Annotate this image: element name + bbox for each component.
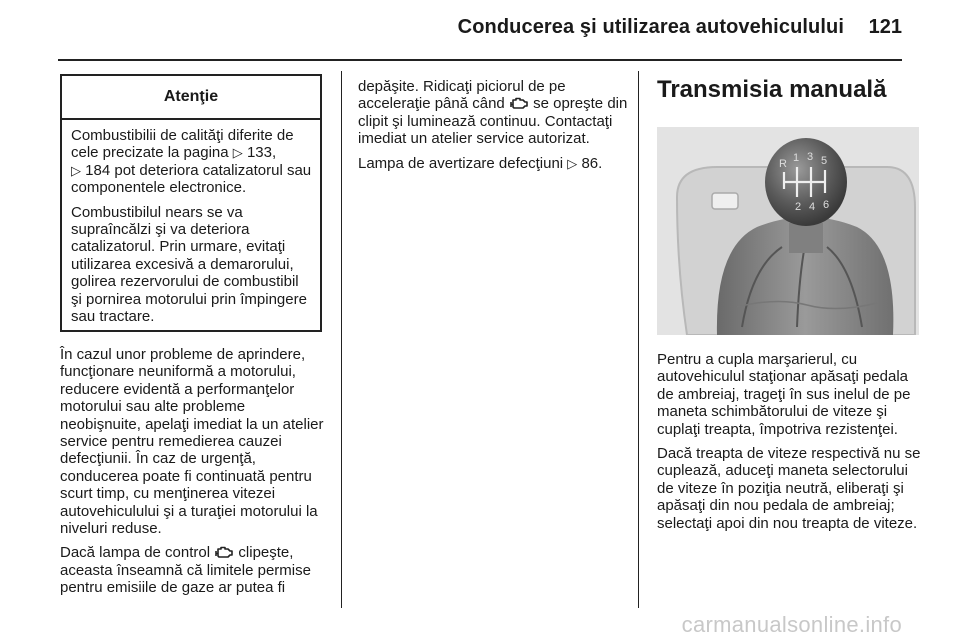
paragraph-text: clipeşte, aceasta înseamnă că limitele permise pentru emisiile de gaze ar putea fi [60, 544, 311, 597]
page-reference-icon: ▷ [232, 145, 243, 161]
gear-shift-drawing [657, 127, 919, 335]
gear-shift-illustration [657, 127, 919, 335]
svg-text:5: 5 [821, 155, 828, 167]
column-divider-2 [638, 71, 639, 608]
section-title: Transmisia manuală [657, 76, 887, 103]
paragraph-text: Dacă lampa de control [60, 544, 215, 562]
page-number: 121 [868, 16, 902, 38]
column-2-text [358, 78, 628, 179]
paragraph: În cazul unor probleme de aprindere, funcţionare neuniformă a motorului, reducere evidentă a performanţelor motorului sau alte probleme neobişnuite, apelaţi imediat la un atelier service pentru remedierea cauzei defecţiunii. În caz de urgenţă, conducerea poate fi continuată pentru scurt timp, cu menţinerea vitezei autovehiculului şi a turaţiei motorului la niveluri reduse. [60, 346, 324, 538]
warning-box [60, 74, 322, 332]
paragraph [358, 155, 628, 172]
column-1-text [60, 346, 326, 604]
warning-text: 184 pot deteriora catalizatorul sau componentele electronice. [71, 161, 312, 197]
paragraph: Dacă treapta de viteze respectivă nu se cuplează, aduceţi maneta selectorului de viteze în poziţia neutră, eliberaţi şi apăsaţi din nou pedala de ambreiaj; selectaţi apoi din nou treapta de viteze. [657, 445, 921, 532]
warning-title: Atenţie [62, 76, 320, 120]
paragraph [358, 78, 628, 148]
svg-text:1: 1 [793, 152, 800, 164]
paragraph [60, 544, 326, 596]
watermark: carmanualsonline.info [681, 612, 902, 637]
warning-paragraph-1 [71, 127, 312, 197]
page-reference-icon: ▷ [71, 162, 81, 178]
svg-text:6: 6 [823, 199, 830, 211]
paragraph-text: depăşite. Ridicaţi piciorul de pe acceleraţie până când [358, 78, 566, 113]
warning-body [62, 120, 320, 325]
column-divider-1 [341, 71, 342, 608]
paragraph-text: 86. [577, 154, 603, 172]
page-reference-icon: ▷ [567, 155, 578, 171]
paragraph-text: Lampa de avertizare defecţiuni [358, 154, 568, 172]
running-title: Conducerea şi utilizarea autovehiculului [457, 16, 844, 38]
svg-text:R: R [779, 158, 787, 170]
column-3-text [657, 351, 925, 539]
warning-paragraph-2: Combustibilul nears se va supraîncălzi şi va deteriora catalizatorul. Prin urmare, evitaţi utilizarea excesivă a demarorului, golirea rezervorului de combustibil şi pornirea motorului prin împingere sau tractare. [71, 203, 307, 326]
svg-text:3: 3 [807, 151, 814, 163]
warning-text: 133, [242, 144, 277, 162]
paragraph: Pentru a cupla marşarierul, cu autovehiculul staţionar apăsaţi pedala de ambreiaj, trageţi în sus inelul de pe maneta schimbătorului de viteze şi cuplaţi treapta, împotriva rezistenţei. [657, 351, 911, 438]
header-divider [58, 59, 902, 61]
svg-text:2: 2 [795, 201, 802, 213]
engine-check-icon [509, 96, 529, 110]
paragraph-text: se opreşte din clipit şi luminează continuu. Contactaţi imediat un atelier service autorizat. [358, 95, 628, 148]
warning-text: Combustibilii de calităţi diferite de cele precizate la pagina [71, 127, 294, 162]
svg-text:4: 4 [809, 201, 816, 213]
engine-check-icon [214, 545, 234, 559]
